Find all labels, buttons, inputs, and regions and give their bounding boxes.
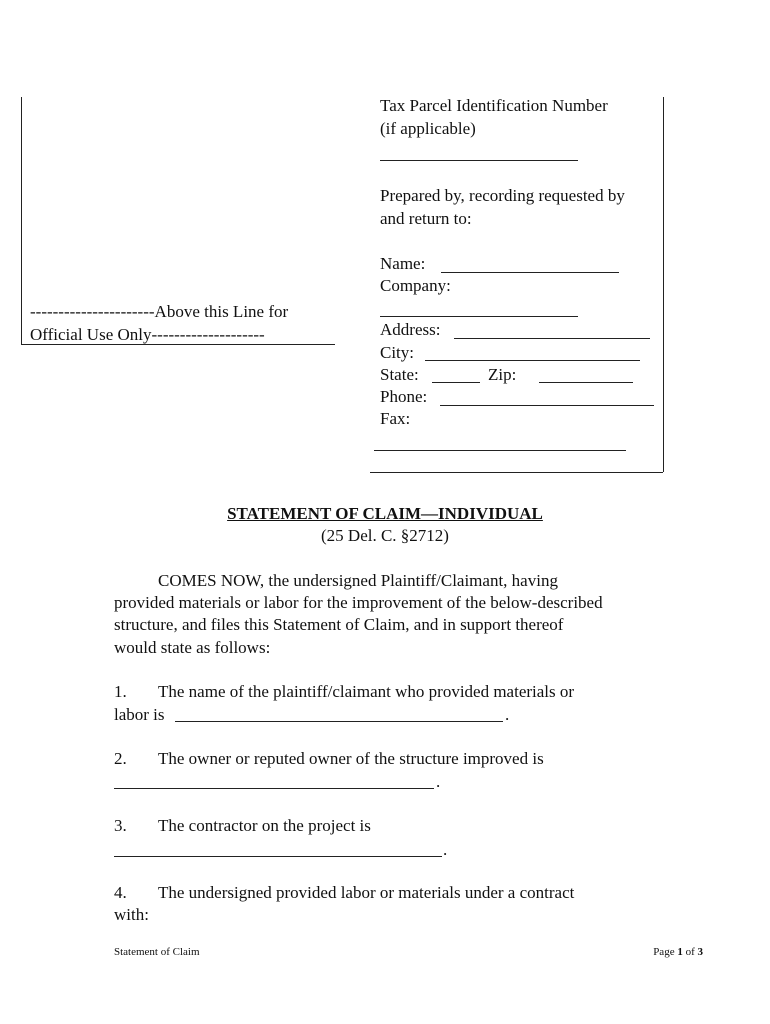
item-1-text-cont: labor is (114, 705, 165, 724)
intro-line: COMES NOW, the undersigned Plaintiff/Claimant, having (158, 571, 558, 590)
state-label: State: (380, 365, 419, 384)
statute-citation: (25 Del. C. §2712) (321, 526, 449, 545)
tax-parcel-label: Tax Parcel Identification Number (380, 96, 608, 115)
company-field[interactable] (380, 316, 578, 317)
name-field[interactable] (441, 272, 619, 273)
footer-title: Statement of Claim (114, 946, 200, 958)
item-number: 2. (114, 749, 127, 768)
period: . (505, 705, 510, 724)
page-indicator: Page 1 of 3 (653, 946, 703, 958)
item-number: 1. (114, 682, 127, 701)
tax-parcel-field[interactable] (380, 160, 578, 161)
fax-field[interactable] (374, 450, 626, 451)
company-label: Company: (380, 276, 451, 295)
item-4-text: The undersigned provided labor or materials under a contract (158, 883, 575, 902)
period: . (436, 772, 441, 791)
item-4-text-cont: with: (114, 905, 149, 924)
right-box-border (663, 97, 664, 472)
contractor-name-field[interactable] (114, 856, 442, 857)
item-number: 4. (114, 883, 127, 902)
item-number: 3. (114, 816, 127, 835)
address-label: Address: (380, 320, 441, 339)
above-this-line-notice: ----------------------Above this Line for (30, 302, 289, 321)
owner-name-field[interactable] (114, 788, 434, 789)
item-1-text: The name of the plaintiff/claimant who provided materials or (158, 682, 575, 701)
phone-label: Phone: (380, 387, 428, 406)
right-box-bottom-border (370, 472, 663, 473)
zip-label: Zip: (488, 365, 517, 384)
item-3-text: The contractor on the project is (158, 816, 371, 835)
intro-line: structure, and files this Statement of Claim, and in support thereof (114, 615, 564, 634)
intro-line: would state as follows: (114, 638, 271, 657)
address-field[interactable] (454, 338, 650, 339)
name-label: Name: (380, 254, 426, 273)
official-use-only-notice: Official Use Only-------------------- (30, 325, 265, 344)
city-field[interactable] (425, 360, 640, 361)
zip-field[interactable] (539, 382, 633, 383)
period: . (443, 840, 448, 859)
claimant-name-field[interactable] (175, 721, 503, 722)
return-to-label: and return to: (380, 209, 472, 228)
item-2-text: The owner or reputed owner of the structure improved is (158, 749, 544, 768)
intro-line: provided materials or labor for the improvement of the below-described (114, 593, 603, 612)
phone-field[interactable] (440, 405, 654, 406)
left-box-border (21, 97, 22, 344)
document-title: STATEMENT OF CLAIM—INDIVIDUAL (227, 504, 543, 523)
city-label: City: (380, 343, 415, 362)
prepared-by-label: Prepared by, recording requested by (380, 186, 625, 205)
state-field[interactable] (432, 382, 480, 383)
fax-label: Fax: (380, 409, 411, 428)
tax-parcel-sub-label: (if applicable) (380, 119, 476, 138)
